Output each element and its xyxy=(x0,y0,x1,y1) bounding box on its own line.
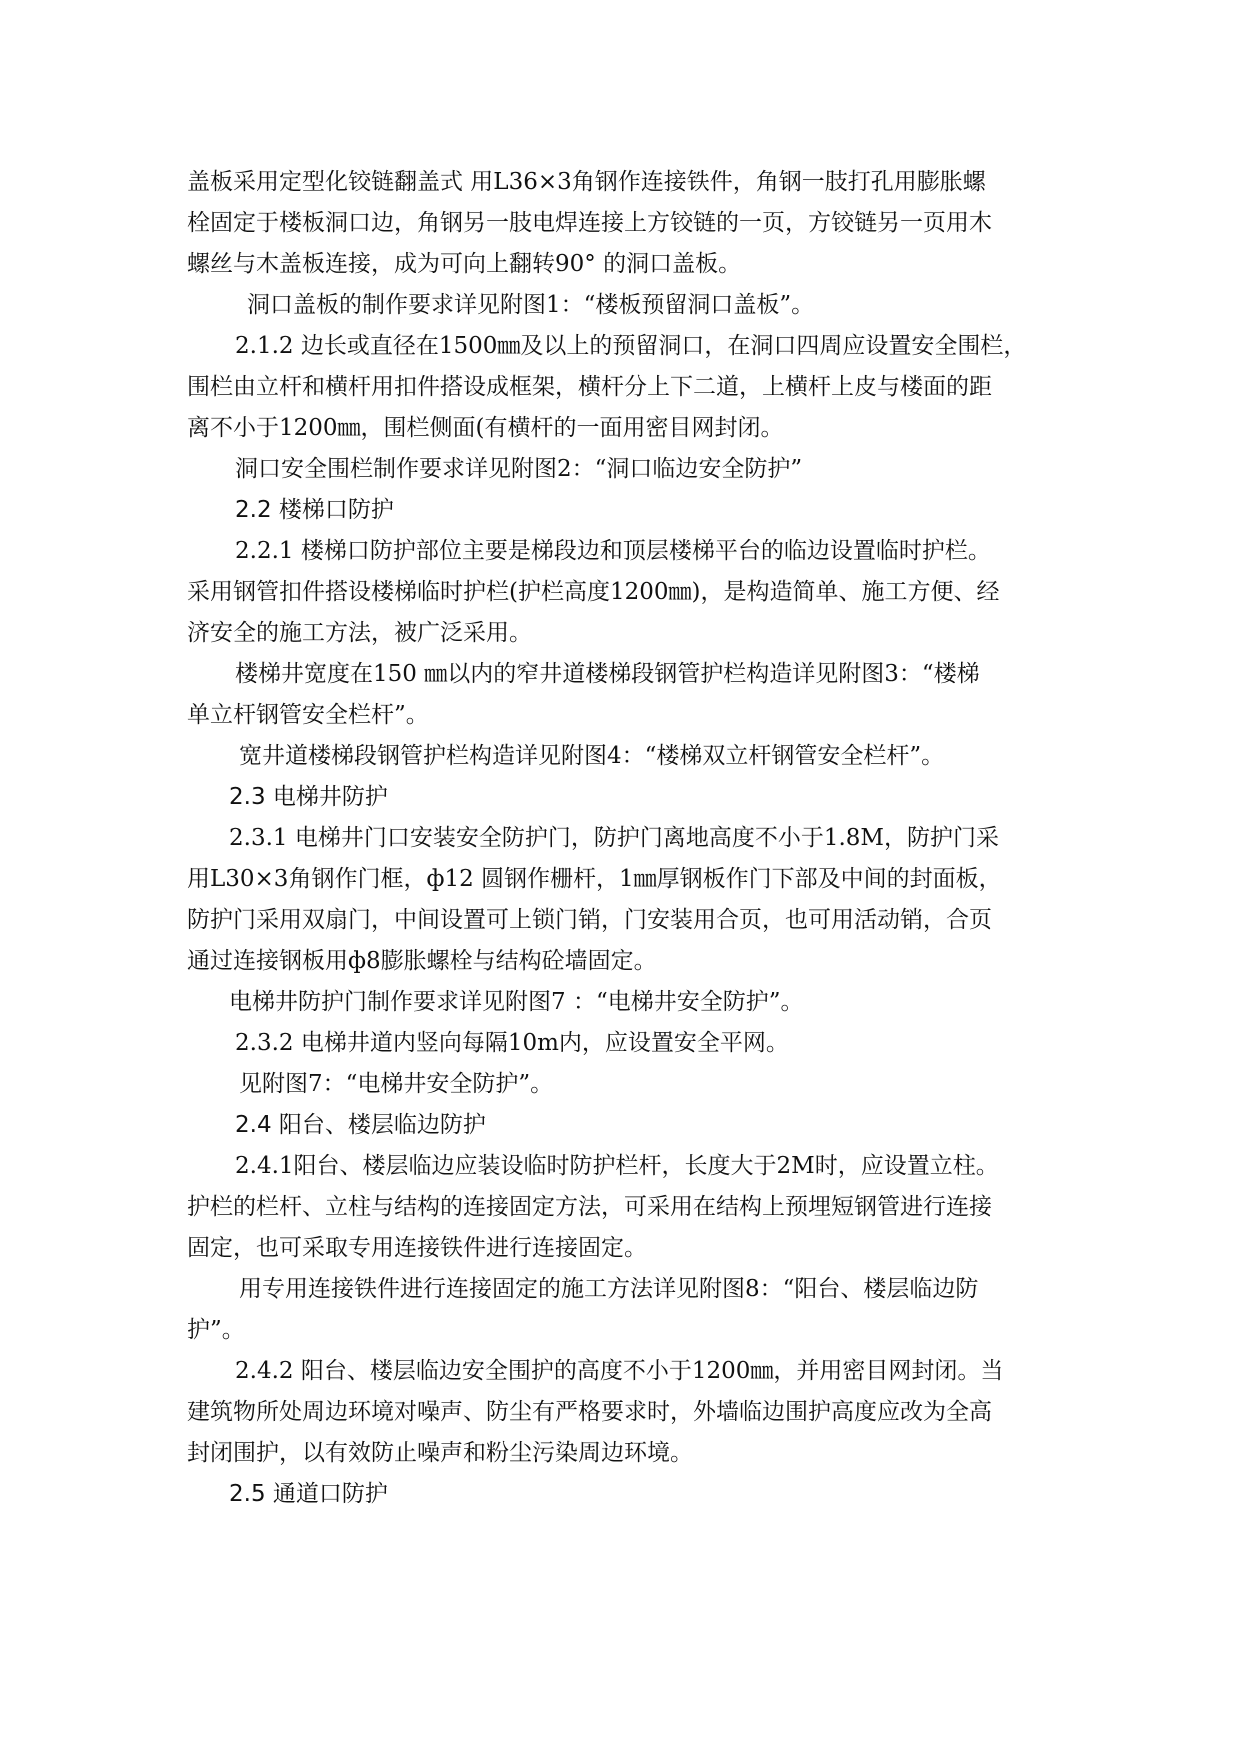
paragraph-line: 盖板采用定型化铰链翻盖式 用L36×3角钢作连接铁件，角钢一肢打孔用膨胀螺 xyxy=(187,169,986,195)
paragraph-line: 用专用连接铁件进行连接固定的施工方法详见附图8：“阳台、楼层临边防 xyxy=(239,1276,979,1302)
paragraph-line: 栓固定于楼板洞口边，角钢另一肢电焊连接上方铰链的一页，方铰链另一页用木 xyxy=(187,210,992,236)
paragraph-line: 单立杆钢管安全栏杆”。 xyxy=(187,702,429,728)
paragraph-line: 2.2.1 楼梯口防护部位主要是梯段边和顶层楼梯平台的临边设置临时护栏。 xyxy=(235,538,991,564)
paragraph-line: 采用钢管扣件搭设楼梯临时护栏(护栏高度1200㎜)，是构造简单、施工方便、经 xyxy=(187,579,1000,605)
paragraph-line: 2.4.1阳台、楼层临边应装设临时防护栏杆，长度大于2M时，应设置立柱。 xyxy=(235,1153,999,1179)
paragraph-line: 离不小于1200㎜，围栏侧面(有横杆的一面用密目网封闭。 xyxy=(187,415,784,441)
paragraph-line: 护栏的栏杆、立柱与结构的连接固定方法，可采用在结构上预埋短钢管进行连接 xyxy=(187,1194,992,1220)
paragraph-line: 2.1.2 边长或直径在1500㎜及以上的预留洞口，在洞口四周应设置安全围栏， xyxy=(235,333,1027,359)
section-heading: 2.5 通道口防护 xyxy=(229,1481,388,1507)
paragraph-line: 2.3.2 电梯井道内竖向每隔10m内，应设置安全平网。 xyxy=(235,1030,789,1056)
paragraph-line: 护”。 xyxy=(187,1317,245,1343)
paragraph-line: 洞口盖板的制作要求详见附图1：“楼板预留洞口盖板”。 xyxy=(247,292,815,318)
paragraph-line: 洞口安全围栏制作要求详见附图2：“洞口临边安全防护” xyxy=(235,456,803,482)
document-page xyxy=(187,162,1063,1515)
section-heading: 2.3 电梯井防护 xyxy=(229,784,388,810)
paragraph-line: 电梯井防护门制作要求详见附图7 ：“电梯井安全防护”。 xyxy=(229,989,804,1015)
paragraph-line: 用L30×3角钢作门框，ф12 圆钢作栅杆，1㎜厚钢板作门下部及中间的封面板， xyxy=(187,866,1002,892)
paragraph-line: 2.4.2 阳台、楼层临边安全围护的高度不小于1200㎜，并用密目网封闭。当 xyxy=(235,1358,1004,1384)
paragraph-line: 济安全的施工方法，被广泛采用。 xyxy=(187,620,532,646)
paragraph-line: 固定，也可采取专用连接铁件进行连接固定。 xyxy=(187,1235,647,1261)
paragraph-line: 建筑物所处周边环境对噪声、防尘有严格要求时，外墙临边围护高度应改为全高 xyxy=(187,1399,992,1425)
paragraph-line: 宽井道楼梯段钢管护栏构造详见附图4：“楼梯双立杆钢管安全栏杆”。 xyxy=(239,743,945,769)
paragraph-line: 通过连接钢板用ф8膨胀螺栓与结构砼墙固定。 xyxy=(187,948,657,974)
paragraph-line: 防护门采用双扇门，中间设置可上锁门销，门安装用合页，也可用活动销，合页 xyxy=(187,907,992,933)
section-heading: 2.4 阳台、楼层临边防护 xyxy=(235,1112,486,1138)
paragraph-line: 楼梯井宽度在150 ㎜以内的窄井道楼梯段钢管护栏构造详见附图3：“楼梯 xyxy=(235,661,980,687)
paragraph-line: 围栏由立杆和横杆用扣件搭设成框架，横杆分上下二道，上横杆上皮与楼面的距 xyxy=(187,374,992,400)
paragraph-line: 2.3.1 电梯井门口安装安全防护门，防护门离地高度不小于1.8M，防护门采 xyxy=(229,825,999,851)
paragraph-line: 见附图7：“电梯井安全防护”。 xyxy=(239,1071,554,1097)
paragraph-line: 封闭围护，以有效防止噪声和粉尘污染周边环境。 xyxy=(187,1440,693,1466)
section-heading: 2.2 楼梯口防护 xyxy=(235,497,394,523)
paragraph-line: 螺丝与木盖板连接，成为可向上翻转90° 的洞口盖板。 xyxy=(187,251,742,277)
